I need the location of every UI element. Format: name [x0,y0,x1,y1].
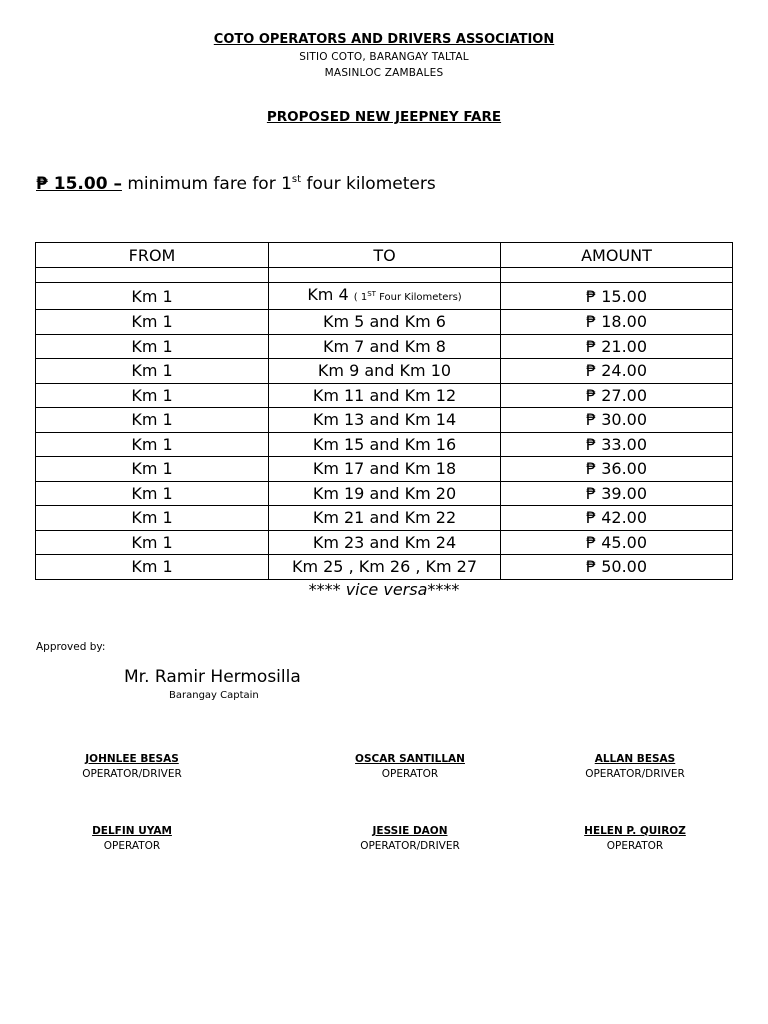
minimum-fare-amount: ₱ 15.00 – [36,174,122,194]
signatory-name: HELEN P. QUIROZ [584,825,686,837]
fare-cell-to [269,555,501,580]
signatory-role: OPERATOR/DRIVER [360,840,460,852]
approver-name: Mr. Ramir Hermosilla [124,667,301,687]
address-line-1: SITIO COTO, BARANGAY TALTAL [299,51,469,63]
fare-cell-from [36,530,269,555]
table-row [36,481,733,506]
fare-to-value: Km 7 and Km 8 [323,336,446,356]
column-header-from: FROM [36,243,269,268]
fare-amount-value: ₱ 39.00 [585,483,648,503]
signatory-role: OPERATOR/DRIVER [585,768,685,780]
first-four-km-note [354,292,462,303]
fare-cell-amount [501,383,733,408]
fare-to-value: Km 4 [307,285,349,304]
fare-cell-from [36,283,269,310]
signatory-block [32,753,232,780]
signatory-block [310,825,510,852]
fare-cell-to [269,334,501,359]
fare-from-value: Km 1 [131,361,173,381]
fare-amount-value: ₱ 50.00 [585,557,648,577]
ordinal-suffix: st [291,174,302,185]
table-spacer-row [36,268,733,283]
fare-cell-amount [501,359,733,384]
minimum-fare-text-end: four kilometers [301,174,436,194]
fare-cell-to [269,457,501,482]
approver-title: Barangay Captain [169,690,259,701]
vice-versa-note [0,580,768,599]
signatory-block [32,825,232,852]
table-row [36,283,733,310]
fare-from-value: Km 1 [131,483,173,503]
fare-cell-amount [501,457,733,482]
fare-cell-from [36,555,269,580]
signatory-role: OPERATOR/DRIVER [82,768,182,780]
note-prefix: ( 1 [353,292,368,303]
fare-cell-amount [501,530,733,555]
fare-to-value: Km 9 and Km 10 [317,361,452,381]
signatory-name: ALLAN BESAS [594,753,676,765]
signatory-name: OSCAR SANTILLAN [355,753,465,765]
fare-cell-from [36,334,269,359]
fare-to-value: Km 11 and Km 12 [312,385,457,405]
table-row [36,334,733,359]
vice-versa-text: vice versa [345,580,428,599]
fare-amount-value: ₱ 45.00 [585,532,648,552]
document-title: PROPOSED NEW JEEPNEY FARE [266,109,502,125]
fare-cell-to [269,383,501,408]
fare-cell-amount [501,408,733,433]
fare-table [35,242,733,580]
organization-name: COTO OPERATORS AND DRIVERS ASSOCIATION [213,32,555,47]
fare-cell-to [269,432,501,457]
fare-cell-to [269,481,501,506]
fare-to-value: Km 15 and Km 16 [312,434,457,454]
table-row [36,506,733,531]
fare-cell-to [269,408,501,433]
fare-amount-value: ₱ 24.00 [585,361,648,381]
signatory-name: JESSIE DAON [372,825,448,837]
fare-from-value: Km 1 [131,312,173,332]
fare-cell-from [36,506,269,531]
fare-cell-amount [501,283,733,310]
fare-from-value: Km 1 [131,532,173,552]
table-row [36,457,733,482]
fare-cell-to [269,283,501,310]
fare-amount-value: ₱ 36.00 [585,459,648,479]
note-text: Four Kilometers) [375,292,462,303]
fare-amount-value: ₱ 27.00 [585,385,648,405]
signatory-block [535,825,735,852]
table-row [36,555,733,580]
fare-cell-from [36,383,269,408]
signatory-name: DELFIN UYAM [92,825,172,837]
fare-cell-from [36,457,269,482]
fare-amount-value: ₱ 42.00 [585,508,648,528]
fare-table-header [36,243,733,268]
fare-cell-to [269,310,501,335]
fare-cell-to [269,359,501,384]
empty-cell [36,268,269,283]
fare-from-value: Km 1 [131,385,173,405]
signatory-role: OPERATOR [606,840,664,852]
fare-to-value: Km 5 and Km 6 [323,312,446,332]
fare-to-value: Km 25 , Km 26 , Km 27 [291,557,478,577]
fare-from-value: Km 1 [131,336,173,356]
table-row [36,310,733,335]
fare-cell-amount [501,432,733,457]
note-ordinal-suffix: ST [367,290,376,298]
fare-cell-from [36,408,269,433]
fare-from-value: Km 1 [131,557,173,577]
fare-from-value: Km 1 [131,410,173,430]
empty-cell [269,268,501,283]
fare-to-value: Km 13 and Km 14 [312,410,457,430]
fare-to-value: Km 23 and Km 24 [312,532,457,552]
fare-amount-value: ₱ 18.00 [585,312,648,332]
address-line-2: MASINLOC ZAMBALES [324,67,444,79]
fare-amount-value: ₱ 33.00 [585,434,648,454]
fare-to-value: Km 19 and Km 20 [312,483,457,503]
fare-from-value: Km 1 [131,286,173,306]
minimum-fare-text: minimum fare for 1 [121,174,292,194]
approved-by-label: Approved by: [36,641,106,653]
fare-cell-amount [501,555,733,580]
table-row [36,383,733,408]
column-header-amount: AMOUNT [501,243,733,268]
fare-amount-value: ₱ 15.00 [585,286,648,306]
column-header-to: TO [269,243,501,268]
vice-versa-suffix: **** [427,580,460,599]
fare-from-value: Km 1 [131,508,173,528]
table-row [36,408,733,433]
empty-cell [501,268,733,283]
signatory-name: JOHNLEE BESAS [85,753,179,765]
fare-cell-from [36,310,269,335]
fare-from-value: Km 1 [131,434,173,454]
signatory-role: OPERATOR [103,840,161,852]
fare-cell-amount [501,334,733,359]
fare-amount-value: ₱ 21.00 [585,336,648,356]
fare-cell-from [36,481,269,506]
fare-cell-to [269,506,501,531]
minimum-fare-line [36,174,436,194]
fare-cell-amount [501,310,733,335]
signatory-block [535,753,735,780]
vice-versa-prefix: **** [308,580,346,599]
fare-from-value: Km 1 [131,459,173,479]
fare-cell-amount [501,506,733,531]
table-row [36,359,733,384]
fare-cell-to [269,530,501,555]
fare-cell-amount [501,481,733,506]
fare-cell-from [36,432,269,457]
fare-to-value: Km 21 and Km 22 [312,508,457,528]
signatory-role: OPERATOR [381,768,439,780]
fare-to-value: Km 17 and Km 18 [312,459,457,479]
fare-amount-value: ₱ 30.00 [585,410,648,430]
signatory-block [310,753,510,780]
table-row [36,530,733,555]
table-row [36,432,733,457]
fare-cell-from [36,359,269,384]
